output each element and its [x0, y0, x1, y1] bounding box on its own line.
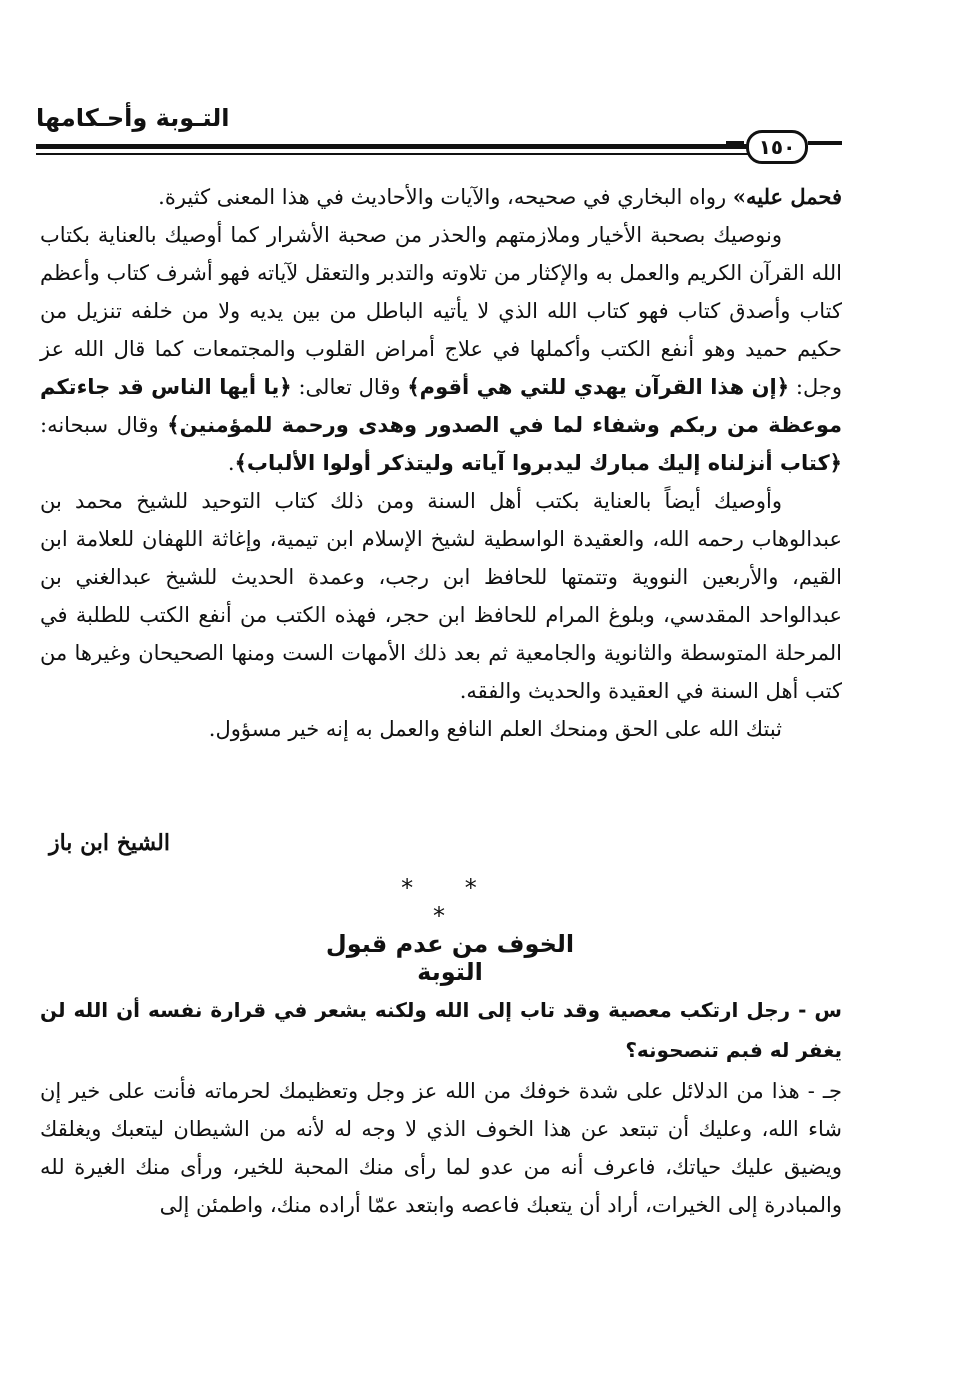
paragraph-4: ثبتك الله على الحق ومنحك العلم النافع والعمل به إنه خير مسؤول.	[208, 717, 782, 741]
paragraph-2	[40, 216, 842, 482]
page-number: ١٥٠	[746, 130, 808, 164]
page-number-dash-left	[726, 141, 744, 145]
paragraph-2-text-d: .	[227, 451, 235, 475]
paragraph-2-text-b: وقال تعالى:	[291, 375, 408, 399]
header-rule-thin	[36, 153, 748, 155]
section-separator: * * *	[401, 874, 499, 930]
answer: جـ - هذا من الدلائل على شدة خوفك من الله عز وجل وتعظيمك لحرماته فأنت على خير إن شاء الله، وعليك أن تبتعد عن هذا الخوف الذي لا وجه له لأنه من الشيطان ليتعبك ويغلقك ويضيق عليك حياتك، فاعرف أنه من عدو لما رأى منك المحبة للخير، ورأى منك الغيرة لله والمبادرة إلى الخيرات، أراد أن يتعبك فاعصه وابتعد عمّا أراده منك، واطمئن إلى	[40, 1079, 842, 1217]
body-text	[40, 178, 842, 748]
running-header-title: التـوبة وأحـكامها	[36, 104, 230, 132]
paragraph-1-rest: رواه البخاري في صحيحه، والآيات والأحاديث في هذا المعنى كثيرة.	[158, 185, 733, 209]
question: س - رجل ارتكب معصية وقد تاب إلى الله ولكنه يشعر في قرارة نفسه أن الله لن يغفر له فبم تنصحونه؟	[40, 998, 842, 1062]
paragraph-1	[40, 178, 842, 216]
quran-quote-1: ﴿إن هذا القرآن يهدي للتي هي أقوم﴾	[407, 375, 790, 399]
section-title: الخوف من عدم قبول التوبة	[325, 930, 575, 986]
paragraph-2-text-a: ونوصيك بصحبة الأخيار وملازمتهم والحذر من صحبة الأشرار كما أوصيك بالعناية بكتاب الله القرآن الكريم والعمل به والإكثار من تلاوته والتدبر والتعقل لآياته فهو أشرف كتاب وأعظم كتاب وأصدق كتاب فهو كتاب الله الذي لا يأتيه الباطل من بين يديه ولا من خلفه تنزيل من حكيم حميد وهو أنفع الكتب وأكملها في علاج أمراض القلوب والمجتمعات كما قال الله عز وجل:	[40, 223, 843, 399]
paragraph-1-bold: فحمل عليه»	[732, 184, 842, 209]
page-number-dash-right	[808, 141, 842, 145]
signature	[40, 830, 842, 856]
quran-quote-2: ﴿يا أيها الناس قد جاءتكم موعظة من ربكم وشفاء لما في الصدور وهدى ورحمة للمؤمنين﴾	[40, 375, 842, 437]
signature-text: الشيخ ابن باز	[48, 830, 170, 856]
paragraph-3: وأوصيك أيضاً بالعناية بكتب أهل السنة ومن ذلك كتاب التوحيد للشيخ محمد بن عبدالوهاب رحمه الله، والعقيدة الواسطية لشيخ الإسلام ابن تيمية، وإغاثة اللهفان للعلامة ابن القيم، والأربعين النووية وتتمتها للحافظ ابن رجب، وعمدة الحديث للشيخ عبدالغني بن عبدالواحد المقدسي، وبلوغ المرام للحافظ ابن حجر، فهذه الكتب من أنفع الكتب للطلبة في المرحلة المتوسطة والثانوية والجامعية ثم بعد ذلك الأمهات الست ومنها الصحيحان وغيرها من كتب أهل السنة في العقيدة والحديث والفقه.	[40, 489, 842, 703]
header-rule-thick	[36, 144, 748, 149]
quran-quote-3: ﴿كتاب أنزلناه إليك مبارك ليدبروا آياته وليتذكر أولوا الألباب﴾	[234, 451, 842, 475]
paragraph-2-text-c: وقال سبحانه:	[40, 413, 168, 437]
